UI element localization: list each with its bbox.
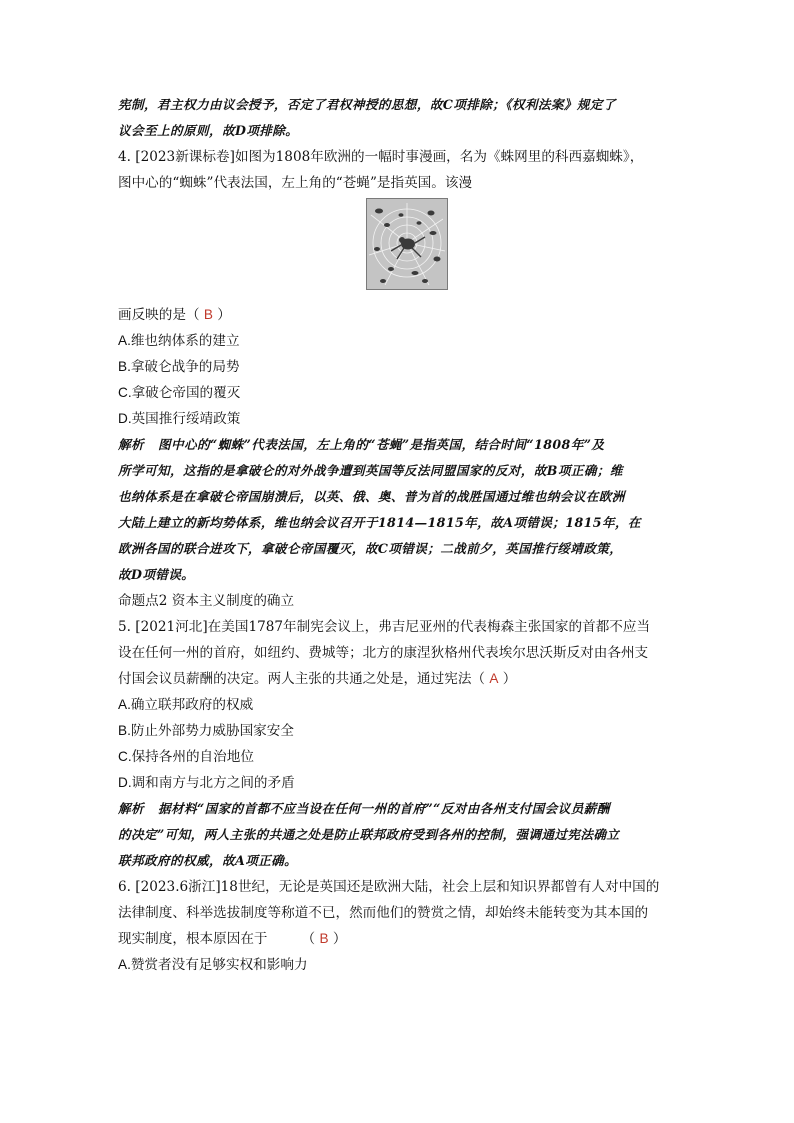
q4-option-a: A.维也纳体系的建立 xyxy=(118,333,240,348)
q5-stem-suffix: ） xyxy=(502,671,517,687)
q5-answer: A xyxy=(489,671,499,686)
q5-analysis-line-2: 的决定”可知，两人主张的共通之处是防止联邦政府受到各州的控制，强调通过宪法确立 xyxy=(118,827,620,842)
intro-note-line-2: 议会至上的原则，故D项排除。 xyxy=(118,123,299,138)
spider-web-cartoon-image xyxy=(366,198,448,290)
q6-stem-prefix: 现实制度，根本原因在于 （ xyxy=(118,931,316,947)
q5-stem-prefix: 付国会议员薪酬的决定。两人主张的共通之处是，通过宪法（ xyxy=(118,671,486,687)
spider-web-cartoon-icon xyxy=(367,199,447,289)
q5-analysis-text-1: 据材料“国家的首都不应当设在任何一州的首府”“反对由各州支付国会议员薪酬 xyxy=(158,801,610,816)
q4-analysis-line-3: 也纳体系是在拿破仑帝国崩溃后，以英、俄、奥、普为首的战胜国通过维也纳会议在欧洲 xyxy=(118,489,625,504)
intro-note-line-1: 宪制，君主权力由议会授予，否定了君权神授的思想，故C项排除；《权利法案》规定了 xyxy=(118,97,616,112)
q4-analysis-text-1: 图中心的“蜘蛛”代表法国，左上角的“苍蝇”是指英国，结合时间“1808年”及 xyxy=(158,437,605,452)
q5-analysis-line-1 xyxy=(118,796,678,822)
q5-option-d: D.调和南方与北方之间的矛盾 xyxy=(118,775,295,790)
q4-option-b: B.拿破仑战争的局势 xyxy=(118,359,240,374)
q5-option-c: C.保持各州的自治地位 xyxy=(118,749,254,764)
q5-option-a: A.确立联邦政府的权威 xyxy=(118,697,254,712)
section-heading: 命题点2 资本主义制度的确立 xyxy=(118,593,295,609)
q6-stem-line-1: 6. [2023.6浙江]18世纪，无论是英国还是欧洲大陆，社会上层和知识界都曾有人对中国的 xyxy=(118,879,660,895)
q4-stem-line-2: 图中心的“蜘蛛”代表法国，左上角的“苍蝇”是指英国。该漫 xyxy=(118,175,473,191)
q5-analysis-line-3: 联邦政府的权威，故A项正确。 xyxy=(118,853,298,868)
q4-analysis-line-5: 欧洲各国的联合进攻下，拿破仑帝国覆灭，故C项错误；二战前夕，英国推行绥靖政策， xyxy=(118,541,623,556)
q6-stem-line-3 xyxy=(118,926,678,952)
q4-option-c: C.拿破仑帝国的覆灭 xyxy=(118,385,241,400)
q5-stem-line-3 xyxy=(118,666,678,692)
q5-option-b: B.防止外部势力威胁国家安全 xyxy=(118,723,294,738)
q4-stem-line-1: 4. [2023新课标卷]如图为1808年欧洲的一幅时事漫画，名为《蛛网里的科西嘉蜘蛛》， xyxy=(118,149,644,165)
q4-analysis-line-4: 大陆上建立的新均势体系，维也纳会议召开于1814—1815年，故A项错误；1815年，在 xyxy=(118,515,641,530)
q6-answer: B xyxy=(319,931,329,946)
q4-stem-prefix: 画反映的是（ xyxy=(118,307,200,323)
q4-option-d: D.英国推行绥靖政策 xyxy=(118,411,241,426)
q4-analysis-label: 解析 xyxy=(118,437,144,452)
q5-stem-line-2: 设在任何一州的首府，如纽约、费城等；北方的康涅狄格州代表埃尔思沃斯反对由各州支 xyxy=(118,645,649,661)
q4-answer: B xyxy=(203,307,213,322)
q4-analysis-line-2: 所学可知，这指的是拿破仑的对外战争遭到英国等反法同盟国家的反对，故B项正确；维 xyxy=(118,463,623,478)
q4-cartoon-figure-wrap xyxy=(118,196,678,302)
document-page xyxy=(118,92,678,978)
q4-analysis-line-1 xyxy=(118,432,678,458)
q5-analysis-label: 解析 xyxy=(118,801,144,816)
q4-stem-line-3 xyxy=(118,302,678,328)
q6-option-a: A.赞赏者没有足够实权和影响力 xyxy=(118,957,308,972)
q4-analysis-line-6: 故D项错误。 xyxy=(118,567,195,582)
q6-stem-suffix: ） xyxy=(332,931,347,947)
q5-stem-line-1: 5. [2021河北]在美国1787年制宪会议上，弗吉尼亚州的代表梅森主张国家的首都不应当 xyxy=(118,619,651,635)
q4-stem-suffix: ） xyxy=(217,307,231,323)
q6-stem-line-2: 法律制度、科举选拔制度等称道不已，然而他们的赞赏之情，却始终未能转变为其本国的 xyxy=(118,905,649,921)
